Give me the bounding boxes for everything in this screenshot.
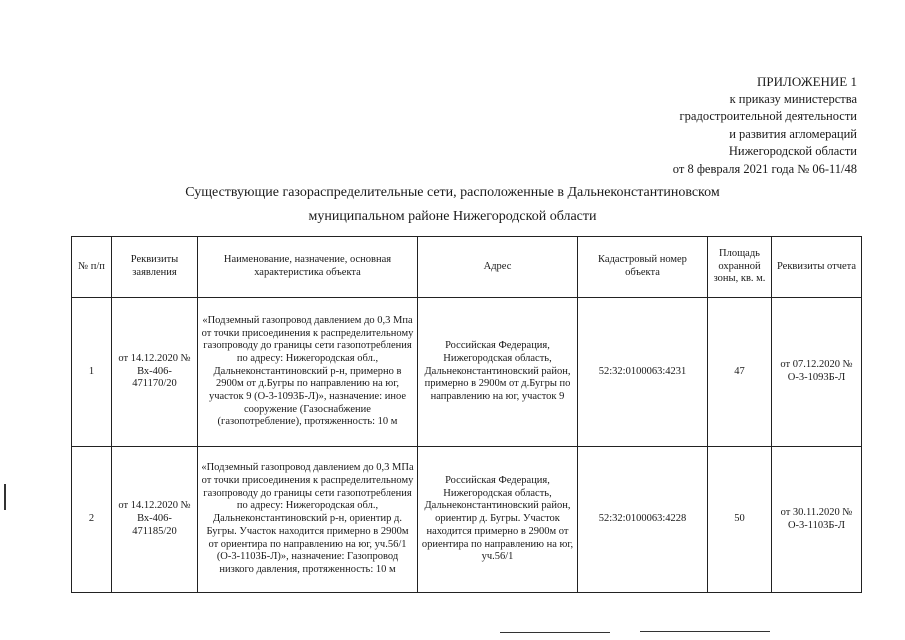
header-report: Реквизиты отчета: [772, 237, 862, 298]
cell-cadastral: 52:32:0100063:4231: [578, 298, 708, 447]
title-line-2: муниципальном районе Нижегородской области: [308, 209, 597, 224]
cell-cadastral: 52:32:0100063:4228: [578, 447, 708, 593]
scan-mark-bottom: [640, 631, 770, 632]
cell-request: от 14.12.2020 № Вх-406-471170/20: [112, 298, 198, 447]
header-request: Реквизиты заявления: [112, 237, 198, 298]
appendix-line: и развития агломераций: [729, 126, 857, 141]
cell-object: «Подземный газопровод давлением до 0,3 Мпа от точки присоединения к распределительному газопроводу до границы сети газопотребления по адресу: Нижегородская обл., Дальнеконстантиновский р-н, примерно в 2900м от д.Бугры по направлению на юг, участок 9 (О-3-1093Б-Л)», назначение: иное сооружение (Газоснабжение (газопотребление), протяженность: 10 м: [198, 298, 418, 447]
document-title: [0, 181, 905, 229]
appendix-line: градостроительной деятельности: [679, 109, 857, 123]
header-address: Адрес: [418, 237, 578, 298]
cell-area: 50: [708, 447, 772, 593]
appendix-block: [673, 73, 857, 178]
cell-object: «Подземный газопровод давлением до 0,3 МПа от точки присоединения к распределительному газопроводу до границы сети газопотребления по адресу: Нижегородская обл., Дальнеконстантиновский р-н, ориентир д. Бугры. Участок находится примерно в 2900м от ориентира по направлению на юг, уч.56/1 (О-3-1103Б-Л)», назначение: Газопровод низкого давления, протяженность: 10 м: [198, 447, 418, 593]
cell-address: Российская Федерация, Нижегородская область, Дальнеконстантиновский район, ориентир д. Бугры. Участок находится примерно в 2900м от ориентира по направлению на юг, уч.56/1: [418, 447, 578, 593]
scan-mark-left: [4, 484, 6, 510]
scan-mark-bottom: [500, 632, 610, 633]
appendix-order-date: от 8 февраля 2021 года № 06-11/48: [672, 161, 857, 176]
header-object: Наименование, назначение, основная характеристика объекта: [198, 237, 418, 298]
header-number: № п/п: [72, 237, 112, 298]
cell-report: от 07.12.2020 № О-3-1093Б-Л: [772, 298, 862, 447]
cell-number: 2: [72, 447, 112, 593]
header-area: Площадь охранной зоны, кв. м.: [708, 237, 772, 298]
table-row: [72, 298, 862, 447]
appendix-heading: ПРИЛОЖЕНИЕ 1: [757, 74, 857, 89]
appendix-line: Нижегородской области: [728, 144, 857, 158]
appendix-line: к приказу министерства: [729, 91, 857, 106]
cell-request: от 14.12.2020 № Вх-406-471185/20: [112, 447, 198, 593]
cell-address: Российская Федерация, Нижегородская область, Дальнеконстантиновский район, примерно в 2900м от д.Бугры по направлению на юг, участок 9: [418, 298, 578, 447]
table-header-row: [72, 237, 862, 298]
title-line-1: Существующие газораспределительные сети, расположенные в Дальнеконстантиновском: [185, 185, 720, 200]
cell-area: 47: [708, 298, 772, 447]
cell-number: 1: [72, 298, 112, 447]
header-cadastral: Кадастровый номер объекта: [578, 237, 708, 298]
table-row: [72, 447, 862, 593]
cell-report: от 30.11.2020 № О-3-1103Б-Л: [772, 447, 862, 593]
gas-networks-table: [71, 236, 862, 593]
